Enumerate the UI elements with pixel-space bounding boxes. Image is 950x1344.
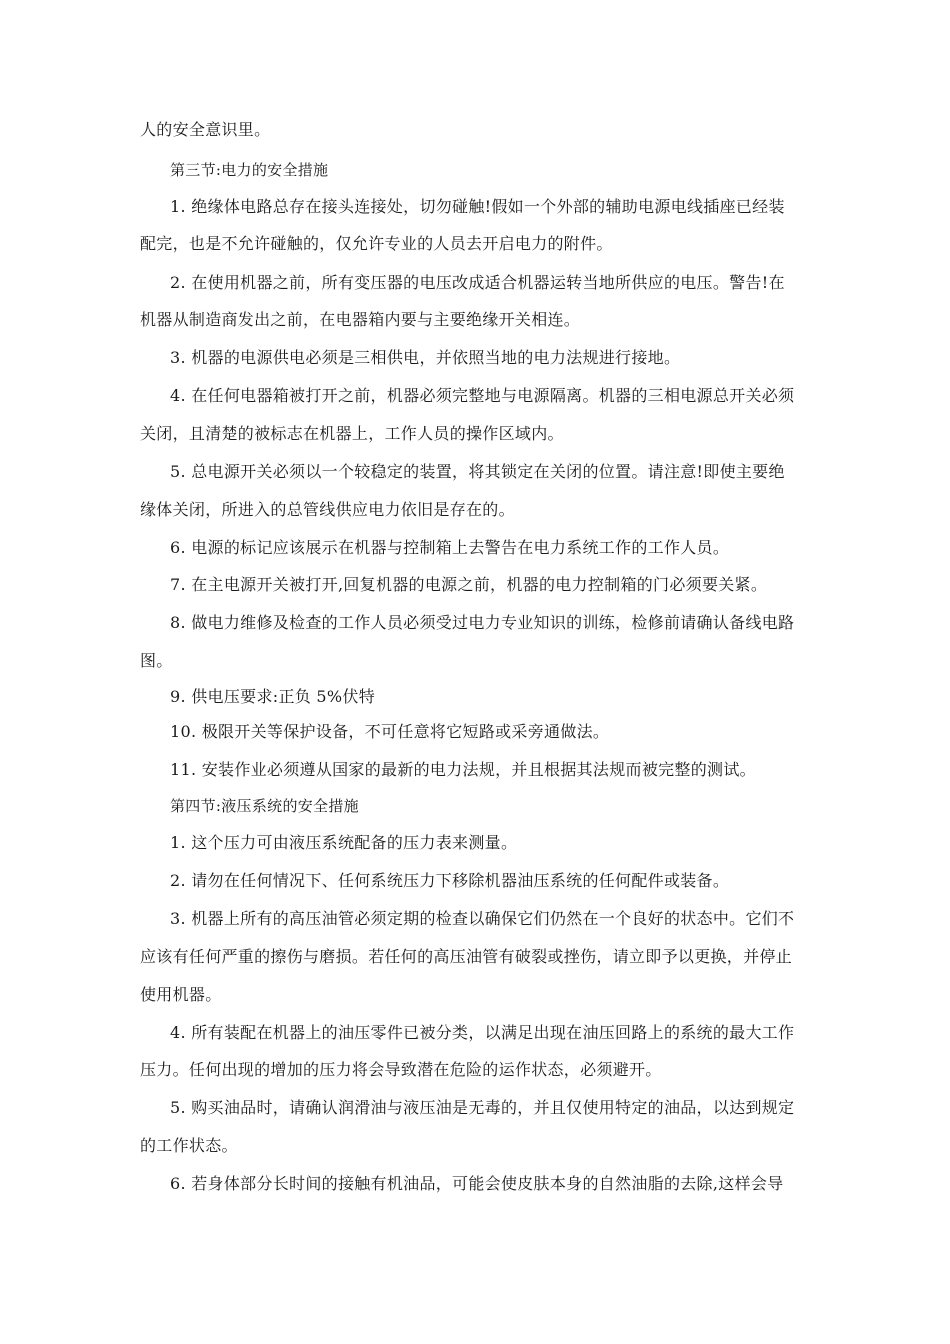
paragraph-line: 使用机器。 xyxy=(140,985,222,1004)
paragraph-line: 6. 电源的标记应该展示在机器与控制箱上去警告在电力系统工作的工作人员。 xyxy=(170,538,730,557)
paragraph-line: 压力。任何出现的增加的压力将会导致潜在危险的运作状态，必须避开。 xyxy=(140,1060,662,1079)
paragraph-line: 4. 在任何电器箱被打开之前，机器必须完整地与电源隔离。机器的三相电源总开关必须 xyxy=(170,386,795,405)
paragraph-line: 1. 绝缘体电路总存在接头连接处，切勿碰触!假如一个外部的辅助电源电线插座已经装 xyxy=(170,197,785,216)
paragraph-line: 人的安全意识里。 xyxy=(140,120,271,139)
paragraph-line: 8. 做电力维修及检查的工作人员必须受过电力专业知识的训练，检修前请确认备线电路 xyxy=(170,613,795,632)
paragraph-line: 2. 在使用机器之前，所有变压器的电压改成适合机器运转当地所供应的电压。警告!在 xyxy=(170,273,785,292)
paragraph-line: 7. 在主电源开关被打开,回复机器的电源之前，机器的电力控制箱的门必须要关紧。 xyxy=(170,575,768,594)
paragraph-line: 机器从制造商发出之前，在电器箱内要与主要绝缘开关相连。 xyxy=(140,310,581,329)
paragraph-line: 4. 所有装配在机器上的油压零件已被分类，以满足出现在油压回路上的系统的最大工作 xyxy=(170,1023,795,1042)
paragraph-line: 6. 若身体部分长时间的接触有机油品，可能会使皮肤本身的自然油脂的去除,这样会导 xyxy=(170,1174,784,1193)
paragraph-line: 5. 购买油品时，请确认润滑油与液压油是无毒的，并且仅使用特定的油品，以达到规定 xyxy=(170,1098,795,1117)
paragraph-line: 5. 总电源开关必须以一个较稳定的装置，将其锁定在关闭的位置。请注意!即使主要绝 xyxy=(170,462,785,481)
paragraph-line: 9. 供电压要求:正负 5%伏特 xyxy=(170,687,376,706)
paragraph-line: 应该有任何严重的擦伤与磨损。若任何的高压油管有破裂或挫伤，请立即予以更换，并停止 xyxy=(140,947,793,966)
paragraph-line: 配完，也是不允许碰触的，仅允许专业的人员去开启电力的附件。 xyxy=(140,234,613,253)
paragraph-line: 3. 机器上所有的高压油管必须定期的检查以确保它们仍然在一个良好的状态中。它们不 xyxy=(170,909,795,928)
paragraph-line: 10. 极限开关等保护设备，不可任意将它短路或采旁通做法。 xyxy=(170,722,610,741)
section-heading-4: 第四节:液压系统的安全措施 xyxy=(170,797,359,815)
paragraph-line: 关闭，且清楚的被标志在机器上，工作人员的操作区域内。 xyxy=(140,424,564,443)
paragraph-line: 1. 这个压力可由液压系统配备的压力表来测量。 xyxy=(170,833,518,852)
section-heading-3: 第三节:电力的安全措施 xyxy=(170,161,329,179)
paragraph-line: 11. 安装作业必须遵从国家的最新的电力法规，并且根据其法规而被完整的测试。 xyxy=(170,760,756,779)
paragraph-line: 的工作状态。 xyxy=(140,1136,238,1155)
paragraph-line: 缘体关闭，所进入的总管线供应电力依旧是存在的。 xyxy=(140,500,515,519)
paragraph-line: 2. 请勿在任何情况下、任何系统压力下移除机器油压系统的任何配件或装备。 xyxy=(170,871,730,890)
paragraph-line: 3. 机器的电源供电必须是三相供电，并依照当地的电力法规进行接地。 xyxy=(170,348,681,367)
paragraph-line: 图。 xyxy=(140,651,173,670)
